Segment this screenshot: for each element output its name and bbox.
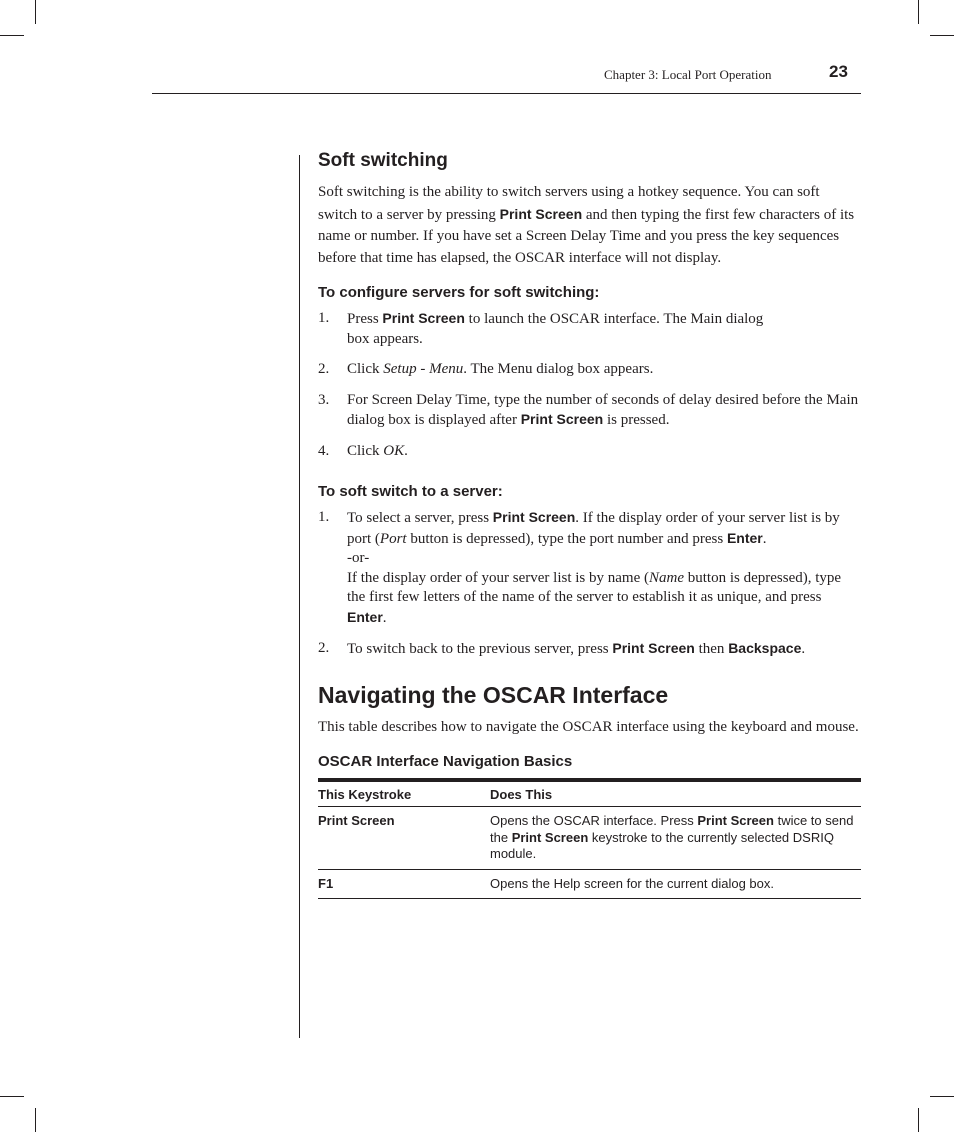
crop-mark xyxy=(35,1108,36,1132)
list-item: 2. Click Setup - Menu. The Menu dialog box appears. xyxy=(318,361,654,377)
soft-switch-heading: To soft switch to a server: xyxy=(318,483,503,500)
configure-steps xyxy=(318,309,861,461)
soft-switch-steps xyxy=(318,508,861,660)
crop-mark xyxy=(930,1096,954,1097)
list-item: 3. For Screen Delay Time, type the number of seconds of delay desired before the Main dialog box is displayed after Print Screen is pressed. xyxy=(318,391,859,428)
table-row xyxy=(318,869,861,899)
table-title: OSCAR Interface Navigation Basics xyxy=(318,753,573,770)
crop-mark xyxy=(0,1096,24,1097)
crop-mark xyxy=(0,35,24,36)
header-rule xyxy=(152,93,861,94)
running-header: Chapter 3: Local Port Operation xyxy=(604,67,772,82)
page-number: 23 xyxy=(829,62,848,81)
soft-switching-intro: Soft switching is the ability to switch servers using a hotkey sequence. You can soft switch to a server by pressing Print Screen and then typing the first few characters of its name or number. If you have set a Screen Delay Time and you press the key sequences before that time has elapsed, the OSCAR interface will not display. xyxy=(318,184,855,266)
section-title-navigating: Navigating the OSCAR Interface xyxy=(318,681,669,708)
keystroke-cell: Print Screen xyxy=(318,807,490,870)
column-header: Does This xyxy=(490,780,861,807)
list-item: 1. Press Print Screen to launch the OSCAR interface. The Main dialog box appears. xyxy=(318,310,764,347)
main-content xyxy=(318,150,861,899)
table-row xyxy=(318,807,861,870)
navigating-intro: This table describes how to navigate the OSCAR interface using the keyboard and mouse. xyxy=(318,718,859,735)
crop-mark xyxy=(918,1108,919,1132)
keystroke-cell: F1 xyxy=(318,869,490,899)
section-title-soft-switching: Soft switching xyxy=(318,150,448,171)
column-header: This Keystroke xyxy=(318,780,490,807)
navigation-table xyxy=(318,778,861,899)
crop-mark xyxy=(918,0,919,24)
list-item: 1. To select a server, press Print Screen. If the display order of your server list is by port (Port button is depressed), type the port number and press Enter. -or- If the display order of your server list is by name (Name button is depressed), type the first few letters of the name of the server to establish it as unique, and press Enter. xyxy=(318,509,842,626)
crop-mark xyxy=(35,0,36,24)
description-cell: Opens the OSCAR interface. Press Print Screen twice to send the Print Screen keystroke to the currently selected DSRIQ module. xyxy=(490,807,861,870)
list-item: 4. Click OK. xyxy=(318,442,408,459)
configure-heading: To configure servers for soft switching: xyxy=(318,284,600,301)
margin-rule xyxy=(299,155,300,1038)
description-cell: Opens the Help screen for the current dialog box. xyxy=(490,869,861,899)
list-item: 2. To switch back to the previous server, press Print Screen then Backspace. xyxy=(318,640,806,657)
crop-mark xyxy=(930,35,954,36)
